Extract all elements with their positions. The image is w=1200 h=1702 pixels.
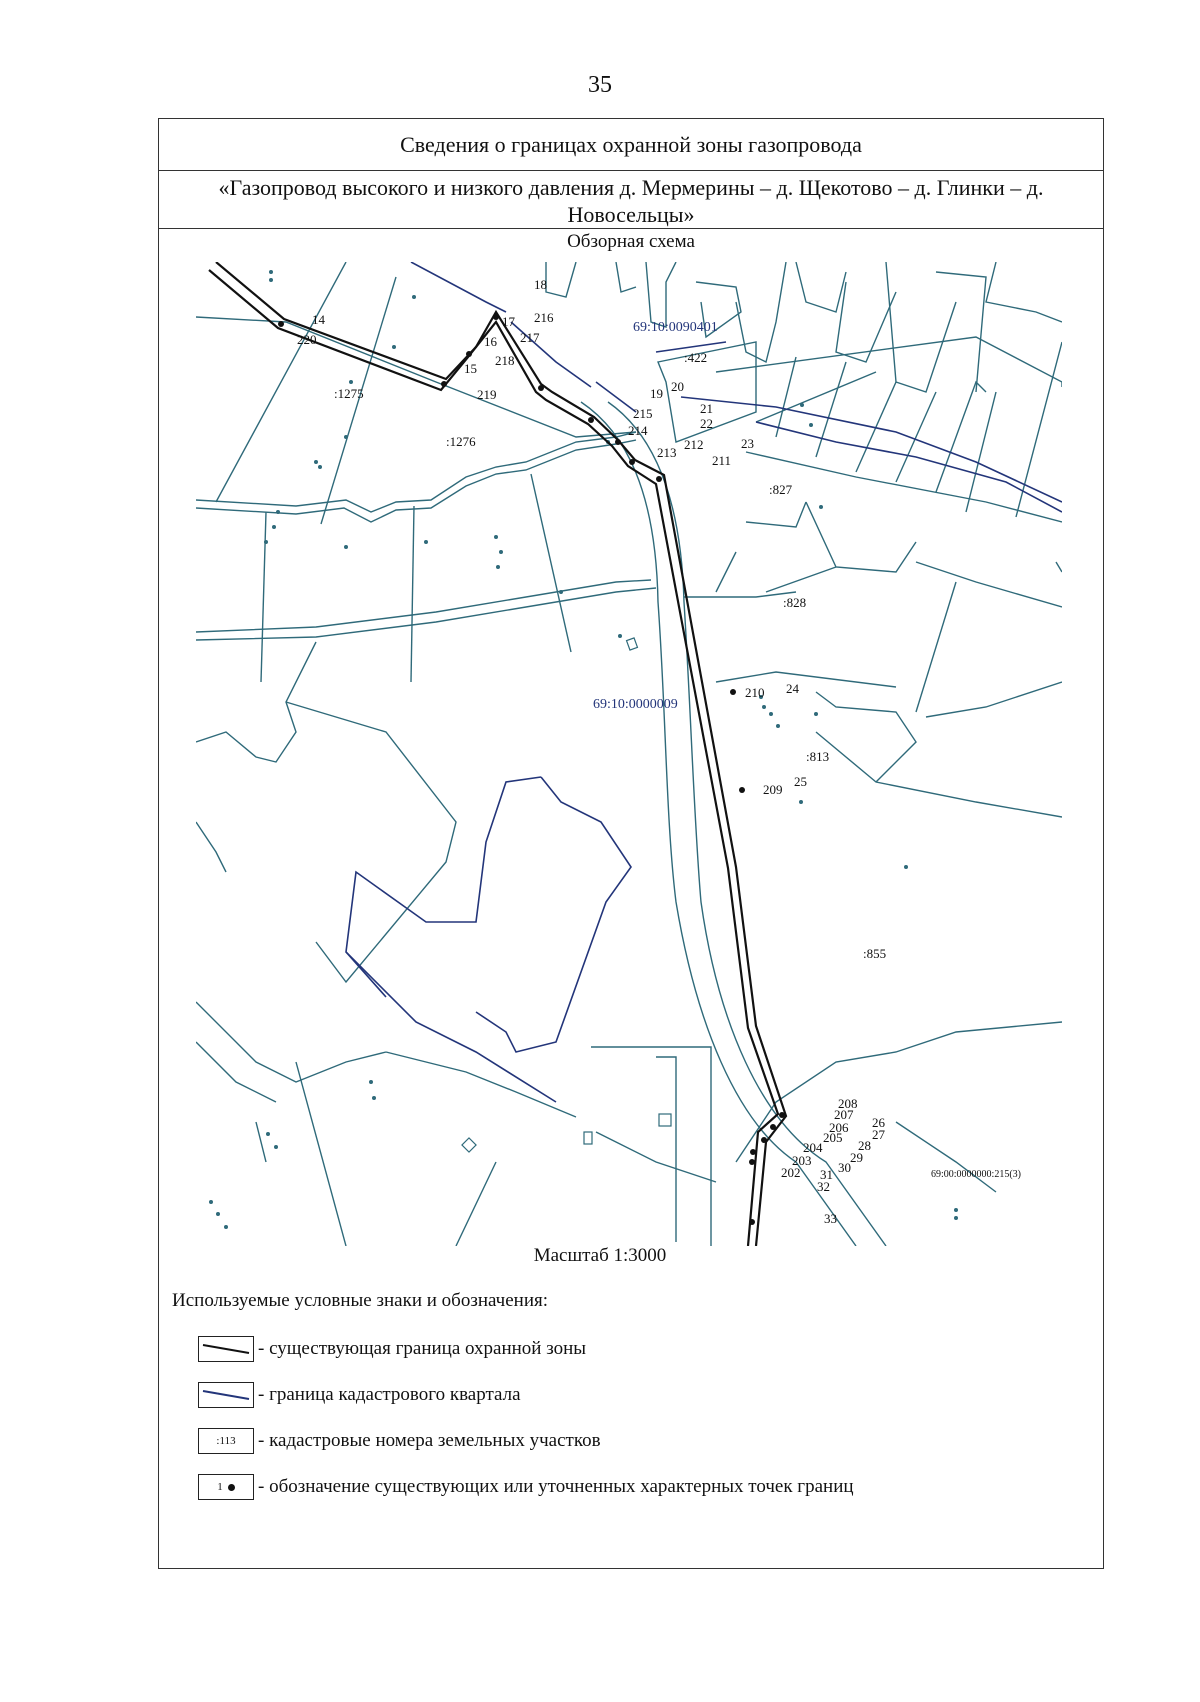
page-title: Сведения о границах охранной зоны газопровода bbox=[159, 119, 1103, 171]
page-number: 35 bbox=[588, 72, 612, 98]
point-label: 220 bbox=[297, 332, 317, 347]
point-label: 19 bbox=[650, 386, 663, 401]
parcel-code-sample: :113 bbox=[216, 1435, 236, 1447]
parcel-label: :422 bbox=[684, 350, 708, 365]
point-symbol bbox=[198, 1474, 254, 1500]
scale-label: Масштаб 1:3000 bbox=[533, 1245, 667, 1266]
point-label: 25 bbox=[794, 774, 807, 789]
point-label: 206 bbox=[829, 1120, 849, 1135]
point-label: 219 bbox=[477, 387, 497, 402]
point-label: 16 bbox=[484, 334, 497, 349]
legend-item-quarter bbox=[198, 1381, 521, 1409]
point-label: 28 bbox=[858, 1138, 871, 1153]
quarter-label: 69:00:0000000:215(3) bbox=[931, 1169, 1021, 1180]
parcel-label: :1275 bbox=[334, 386, 364, 401]
point-dot-icon bbox=[228, 1484, 235, 1491]
parcel-label: :855 bbox=[863, 946, 887, 961]
point-label: 26 bbox=[872, 1115, 885, 1130]
map-dots bbox=[196, 270, 958, 1229]
point-label: 30 bbox=[838, 1160, 851, 1175]
point-label: 31 bbox=[820, 1167, 833, 1182]
point-label: 29 bbox=[850, 1150, 863, 1165]
point-label: 211 bbox=[712, 453, 732, 468]
legend-item-point bbox=[198, 1473, 854, 1501]
point-label: 33 bbox=[824, 1211, 837, 1226]
legend-item-zone bbox=[198, 1335, 586, 1363]
point-label: 203 bbox=[792, 1153, 812, 1168]
scheme-label: Обзорная схема bbox=[567, 231, 695, 252]
point-label: 214 bbox=[628, 423, 648, 438]
parcel-code-symbol bbox=[198, 1428, 254, 1454]
point-label: 24 bbox=[786, 681, 799, 696]
point-label: 212 bbox=[684, 437, 704, 452]
point-label: 14 bbox=[312, 312, 325, 327]
point-label: 32 bbox=[817, 1179, 830, 1194]
point-label: 205 bbox=[823, 1130, 843, 1145]
point-label: 202 bbox=[781, 1165, 801, 1180]
parcel-boundaries bbox=[196, 262, 1062, 1246]
legend-item-parcel-code bbox=[198, 1427, 601, 1455]
point-label: 215 bbox=[633, 406, 653, 421]
parcel-label: :828 bbox=[783, 595, 807, 610]
parcel-label: :1276 bbox=[446, 434, 476, 449]
point-code-sample: 1 bbox=[217, 1481, 223, 1493]
point-label: 23 bbox=[741, 436, 754, 451]
point-label: 18 bbox=[534, 277, 547, 292]
point-label: 20 bbox=[671, 379, 684, 394]
point-label: 210 bbox=[745, 685, 765, 700]
quarter-label: 69:10:0090401 bbox=[633, 320, 718, 335]
quarter-boundaries bbox=[346, 262, 1062, 1102]
point-label: 208 bbox=[838, 1096, 858, 1111]
legend-text: - существующая граница охранной зоны bbox=[258, 1338, 587, 1359]
legend-text: - кадастровые номера земельных участков bbox=[258, 1430, 601, 1451]
point-label: 213 bbox=[657, 445, 677, 460]
quarter-line-symbol bbox=[198, 1382, 254, 1408]
quarter-label: 69:10:0000009 bbox=[593, 697, 678, 712]
legend-title: Используемые условные знаки и обозначения: bbox=[172, 1290, 549, 1311]
parcel-label: :827 bbox=[769, 482, 793, 497]
zone-line-symbol bbox=[198, 1336, 254, 1362]
point-label: 27 bbox=[872, 1127, 885, 1142]
legend-text: - граница кадастрового квартала bbox=[258, 1384, 521, 1405]
point-label: 207 bbox=[834, 1107, 854, 1122]
point-label: 15 bbox=[464, 361, 477, 376]
overview-map bbox=[196, 262, 1062, 1246]
point-label: 209 bbox=[763, 782, 783, 797]
buildings bbox=[462, 638, 671, 1152]
point-label: 218 bbox=[495, 353, 515, 368]
parcel-label: :813 bbox=[806, 749, 830, 764]
point-label: 21 bbox=[700, 401, 713, 416]
point-label: 217 bbox=[520, 330, 540, 345]
pipeline-name: «Газопровод высокого и низкого давления д. Мермерины – д. Щекотово – д. Глинки – д. Новосельцы» bbox=[159, 171, 1103, 229]
point-label: 17 bbox=[502, 314, 515, 329]
point-label: 204 bbox=[803, 1140, 823, 1155]
point-label: 216 bbox=[534, 310, 554, 325]
point-label: 22 bbox=[700, 416, 713, 431]
legend-text: - обозначение существующих или уточненных характерных точек границ bbox=[258, 1476, 854, 1497]
